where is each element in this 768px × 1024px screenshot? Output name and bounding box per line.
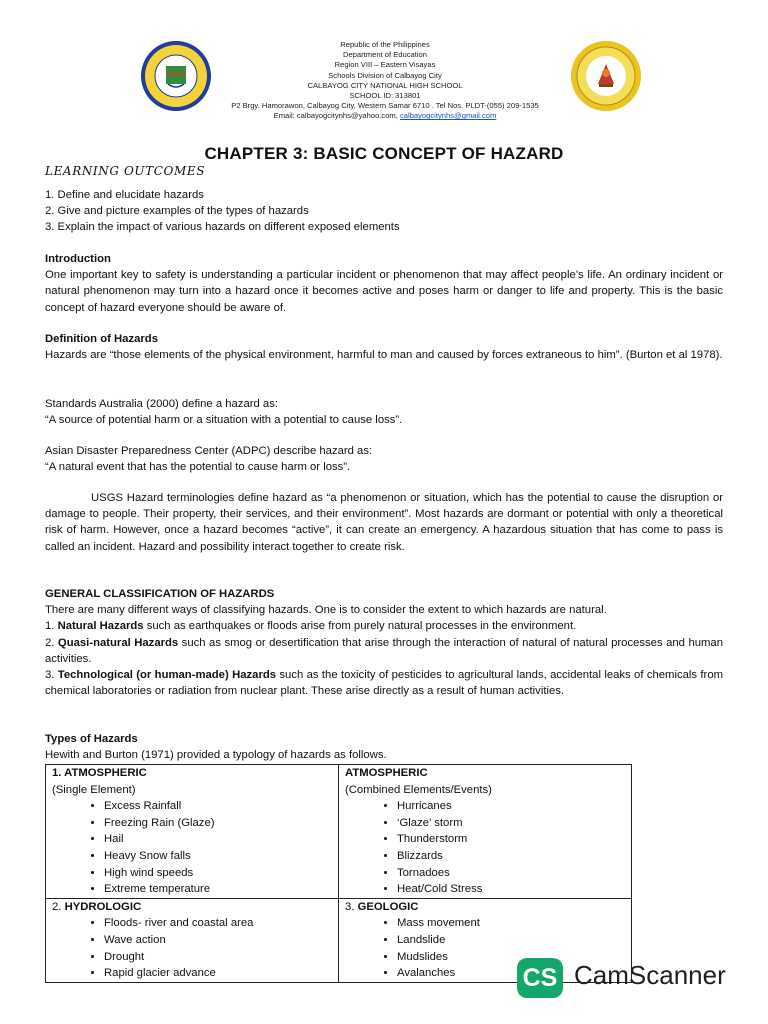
section-heading: Types of Hazards [45,733,138,745]
list-item: • Rapid glacier advance [104,965,332,982]
section-heading: GENERAL CLASSIFICATION OF HAZARDS [45,588,275,600]
hazard-types-table [45,764,632,983]
header-email-line [190,111,580,121]
list-item [45,635,723,667]
list-item: • Hurricanes [397,798,625,815]
section-heading: Introduction [45,253,111,265]
item-term: Natural Hazards [57,620,144,633]
list-item: • Tornadoes [397,865,625,882]
paragraph: Standards Australia (2000) define a hazard as: [45,398,278,410]
types-section [45,731,723,763]
header-line: P2 Brgy. Hamorawon, Calbayog City, Western Samar 6710 . Tel Nos. PLDT-(055) 209-1535 [231,101,539,111]
paragraph: There are many different ways of classifying hazards. One is to consider the extent to which hazards are natural. [45,604,607,617]
camscanner-watermark: CamScanner [574,960,726,990]
usgs-paragraph [45,490,723,555]
bullet-list [345,798,625,898]
item-number: 1. [45,620,58,633]
list-item: • Mass movement [397,915,625,932]
introduction-section [45,251,723,316]
email-link[interactable]: calbayogcitynhs@gmail.com [399,111,497,121]
paragraph: Hewith and Burton (1971) provided a typology of hazards as follows. [45,749,387,762]
list-item: • Drought [104,949,332,966]
camscanner-logo-icon: CS [517,958,563,998]
list-item: 3. Explain the impact of various hazards on different exposed elements [45,221,400,234]
item-text: such as the toxicity of pesticides to agricultural lands, accidental leaks of chemicals from chemical laboratories or radiation from nuclear plant. These arise directly as a result of human activities. [45,669,724,698]
adpc-block [45,443,723,475]
chapter-title: CHAPTER 3: BASIC CONCEPT OF HAZARD [204,144,564,163]
item-term: Quasi-natural Hazards [57,636,179,649]
paragraph: USGS Hazard terminologies define hazard as “a phenomenon or situation, which has the potential to cause the disruption or damage to people. Their property, their services, and their environment”. Most hazards are dormant or potential with only a theoretical risk of harm. However, once a hazard becomes “active”, it can create an emergency. A hazardous situation that has come to pass is called an incident. Hazard and possibility interact together to create risk. [45,492,723,553]
paragraph: Hazards are “those elements of the physical environment, harmful to man and caused by forces extraneous to him”. (Burton et al 1978). [45,349,723,362]
list-item: • Freezing Rain (Glaze) [104,815,332,832]
cell-number: 3. [345,900,358,913]
cell-title-text: HYDROLOGIC [64,900,142,913]
header-line: Republic of the Philippines [340,40,430,49]
cell-number: 2. [52,900,65,913]
list-item: • Mudslides [397,949,625,966]
email-prefix: Email: calbayogcitynhs@yahoo.com, [273,111,400,121]
list-item: • Avalanches [397,965,625,982]
cell-title [52,899,332,916]
item-term: Technological (or human-made) Hazards [57,669,277,682]
section-heading: Definition of Hazards [45,333,158,345]
list-item: • Heavy Snow falls [104,848,332,865]
header-line: SCHOOL ID: 313801 [349,91,421,101]
table-cell [46,765,339,899]
paragraph: Asian Disaster Preparedness Center (ADPC) describe hazard as: [45,445,373,457]
cell-title: ATMOSPHERIC [345,767,428,779]
list-item: • Floods- river and coastal area [104,915,332,932]
school-header [190,40,580,122]
list-item: 2. Give and picture examples of the types of hazards [45,205,309,218]
table-row [46,765,632,899]
list-item: 1. Define and elucidate hazards [45,189,204,201]
quote: “A natural event that has the potential to cause harm or loss”. [45,461,351,474]
list-item: • Heat/Cold Stress [397,881,625,898]
learning-outcomes-list [45,187,723,236]
list-item: • High wind speeds [104,865,332,882]
list-item: • ‘Glaze’ storm [397,815,625,832]
item-text: such as earthquakes or floods arise from purely natural processes in the environment. [143,620,577,633]
header-line: Schools Division of Calbayog City [328,70,442,80]
bullet-list [52,915,332,981]
header-line: Region VIII – Eastern Visayas [334,60,436,70]
list-item: • Landslide [397,932,625,949]
header-line: CALBAYOG CITY NATIONAL HIGH SCHOOL [307,80,463,90]
list-item [45,667,723,699]
table-cell [46,898,339,982]
quote: “A source of potential harm or a situation with a potential to cause loss”. [45,414,403,427]
cell-title: 1. ATMOSPHERIC [52,767,147,779]
cell-subtitle: (Combined Elements/Events) [345,783,492,796]
list-item [45,618,723,634]
cell-subtitle: (Single Element) [52,783,136,796]
item-number: 3. [45,669,58,682]
learning-outcomes-heading: LEARNING OUTCOMES [45,164,206,178]
table-cell [339,765,632,899]
definition-section [45,331,723,363]
list-item: • Blizzards [397,848,625,865]
cell-title [345,899,625,916]
classification-section [45,586,723,699]
school-seal-logo [570,40,642,112]
list-item: • Thunderstorm [397,831,625,848]
cell-title-text: GEOLOGIC [357,900,419,913]
item-text: such as smog or desertification that arise through the interaction of natural of natural processes and human activities. [45,636,723,665]
list-item: • Excess Rainfall [104,798,332,815]
bullet-list [52,798,332,898]
item-number: 2. [45,636,58,649]
header-line: Department of Education [342,50,427,60]
list-item: • Hail [104,831,332,848]
paragraph: One important key to safety is understanding a particular incident or phenomenon that may affect people’s life. An ordinary incident or natural phenomenon may turn into a hazard once it becomes active and poses harm or danger to life and property. This is the basic concept of hazard everyone should be aware of. [45,269,723,314]
list-item: • Extreme temperature [104,881,332,898]
list-item: • Wave action [104,932,332,949]
standards-australia-block [45,396,723,428]
